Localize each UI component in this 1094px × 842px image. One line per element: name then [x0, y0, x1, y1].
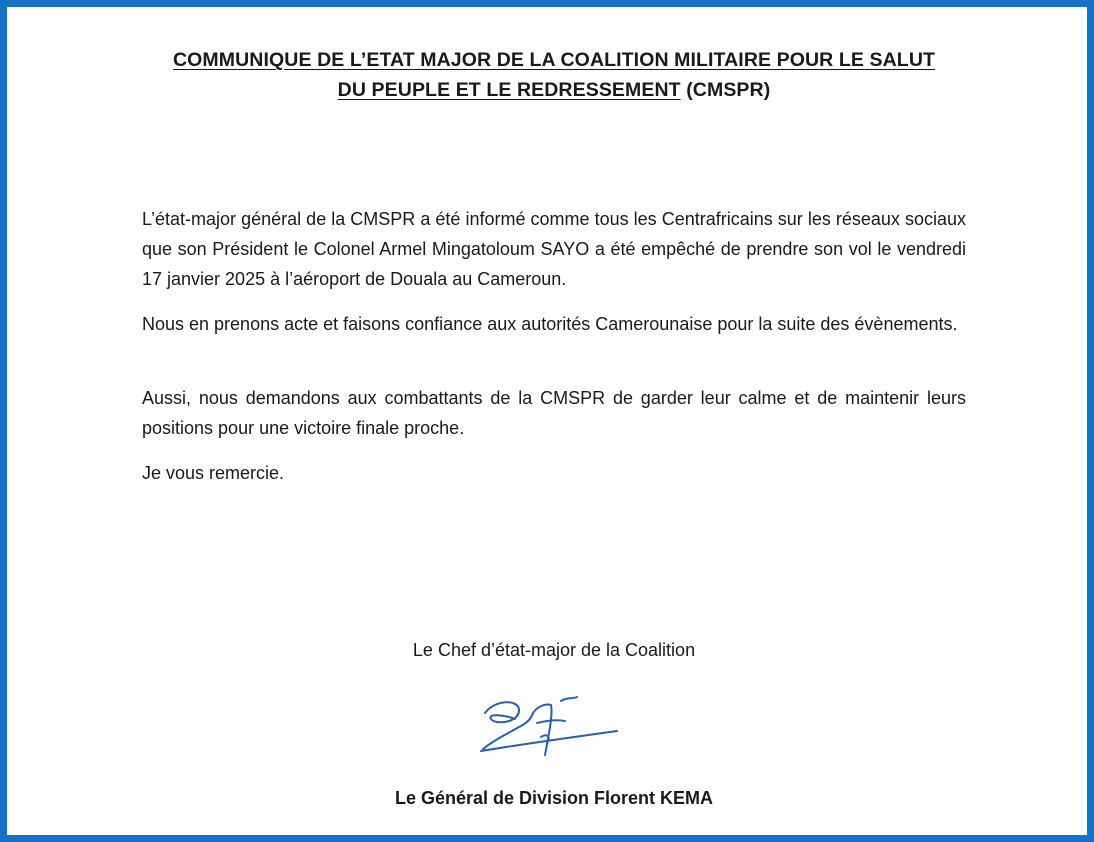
paragraph-3: Aussi, nous demandons aux combattants de la CMSPR de garder leur calme et de maintenir leurs positions pour une victoire finale proche.: [142, 388, 966, 438]
handwritten-signature: [475, 693, 625, 763]
communique-title: [67, 45, 1041, 105]
title-line-2: [67, 75, 1041, 105]
signatory-role: Le Chef d’état-major de la Coalition: [412, 640, 696, 660]
signatory-name: Le Général de Division Florent KEMA: [394, 788, 714, 808]
paragraph-4: Je vous remercie.: [142, 463, 285, 483]
title-line-1-text: COMMUNIQUE DE L’ETAT MAJOR DE LA COALITION MILITAIRE POUR LE SALUT: [172, 49, 936, 71]
paragraph-2: Nous en prenons acte et faisons confiance aux autorités Camerounaise pour la suite des évènements.: [142, 314, 958, 334]
title-line-2-underlined: DU PEUPLE ET LE REDRESSEMENT: [337, 79, 681, 101]
title-line-1: [67, 45, 1041, 75]
title-line-2-acronym: (CMSPR): [680, 79, 771, 101]
paragraph-1: L’état-major général de la CMSPR a été informé comme tous les Centrafricains sur les réseaux sociaux que son Président le Colonel Armel Mingatoloum SAYO a été empêché de prendre son vol le vendredi 17 janvier 2025 à l’aéroport de Douala au Cameroun.: [142, 209, 966, 289]
